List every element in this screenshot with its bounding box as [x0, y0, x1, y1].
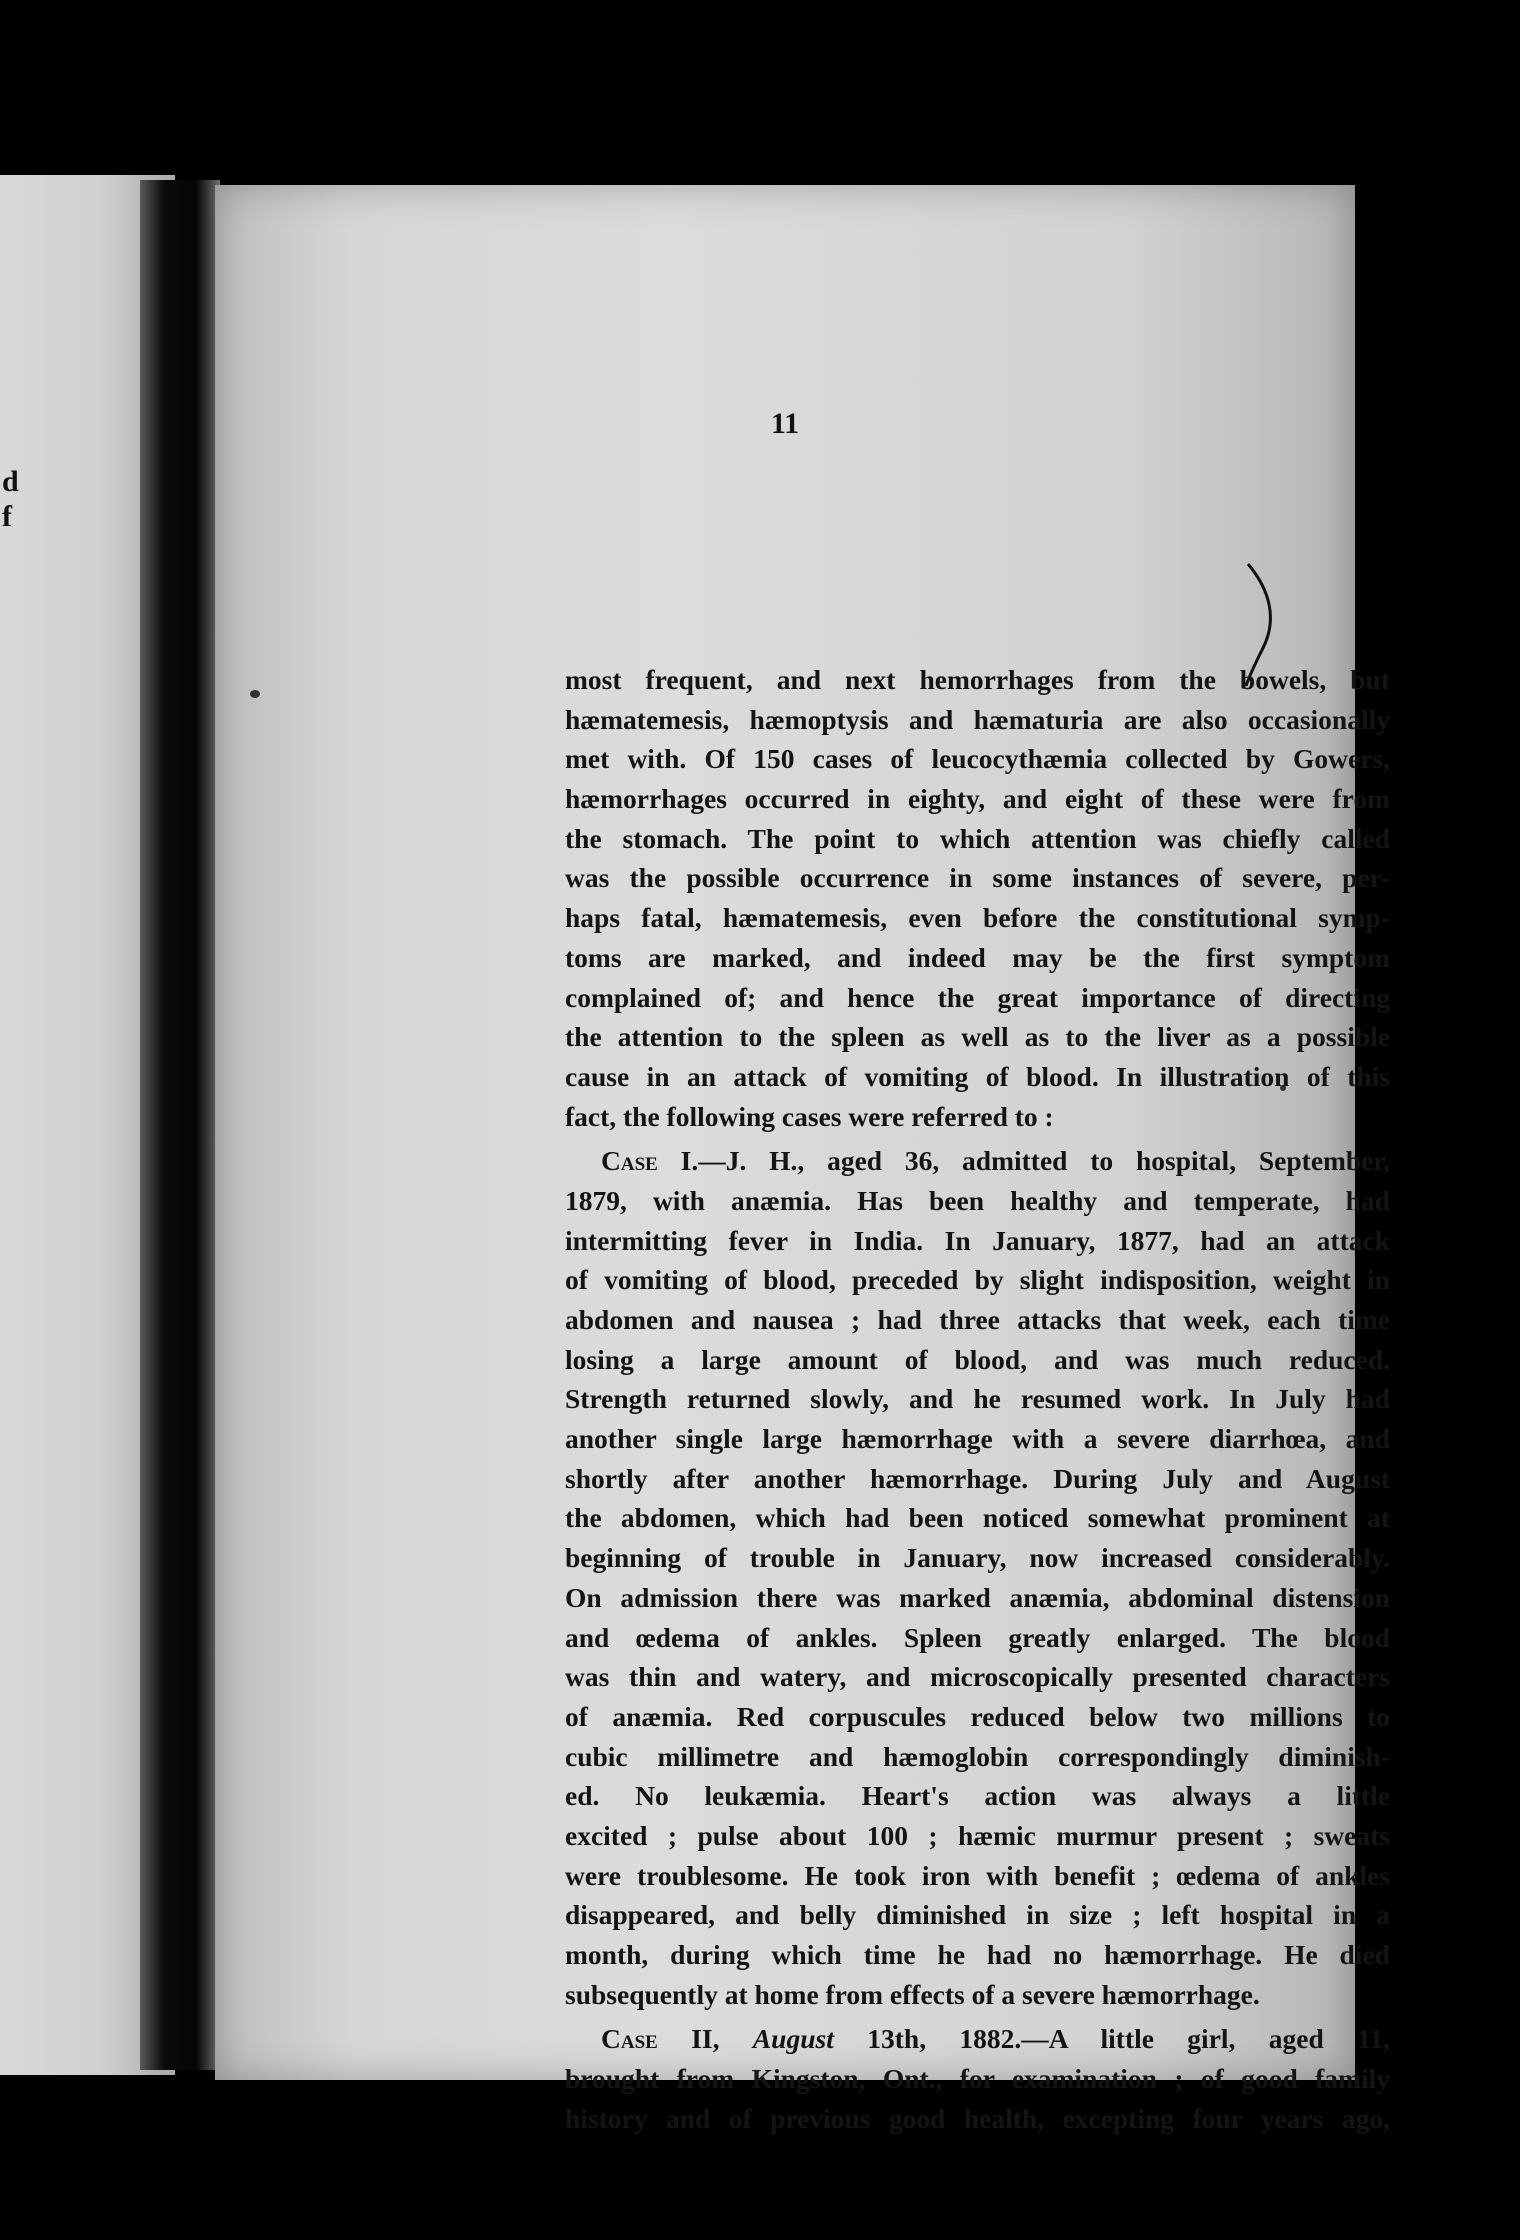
- text-line: beginning of trouble in January, now increased considerably.: [565, 1542, 1390, 1574]
- text-line: the abdomen, which had been noticed somewhat prominent at: [565, 1502, 1390, 1534]
- left-page-fragment: d: [2, 465, 19, 498]
- text-line: cubic millimetre and hæmoglobin correspondingly diminish-: [565, 1740, 1390, 1772]
- text-line: fact, the following cases were referred to :: [565, 1100, 1054, 1132]
- text-line: month, during which time he had no hæmorrhage. He died: [565, 1939, 1390, 1970]
- text-line: the stomach. The point to which attention was chiefly called: [565, 822, 1390, 854]
- text-line: subsequently at home from effects of a severe hæmorrhage.: [565, 1978, 1260, 2010]
- text-line: history and of previous good health, excepting four years ago,: [565, 2102, 1390, 2134]
- text-line: another single large hæmorrhage with a severe diarrhœa, and: [565, 1423, 1390, 1455]
- case-2-heading-text: 13th, 1882.—A little girl, aged 11,: [833, 2023, 1390, 2055]
- text-line: hæmatemesis, hæmoptysis and hæmaturia are also occasionally: [565, 703, 1390, 735]
- paragraph-case-2: [565, 2019, 1390, 2138]
- text-line: most frequent, and next hemorrhages from the bowels, but: [565, 664, 1390, 695]
- text-line: brought from Kingston, Ont., for examination ; of good family: [565, 2063, 1390, 2095]
- case-2-month: August: [752, 2023, 834, 2055]
- ink-speck: [250, 690, 260, 698]
- text-line: the attention to the spleen as well as to the liver as a possible: [565, 1021, 1390, 1053]
- case-label: Case: [601, 1145, 658, 1177]
- text-line: shortly after another hæmorrhage. During July and August: [565, 1462, 1390, 1494]
- case-2-number: II,: [657, 2023, 753, 2055]
- text-line: 1879, with anæmia. Has been healthy and temperate, had: [565, 1184, 1390, 1216]
- text-line: were troublesome. He took iron with benefit ; œdema of ankles: [565, 1859, 1390, 1891]
- case-1-heading-text: I.—J. H., aged 36, admitted to hospital, September,: [657, 1145, 1390, 1177]
- text-line: and œdema of ankles. Spleen greatly enlarged. The blood: [565, 1621, 1390, 1653]
- case-label: Case: [601, 2023, 658, 2055]
- page-number: 11: [770, 407, 800, 440]
- left-page-fragment: f: [2, 500, 12, 533]
- text-line: of vomiting of blood, preceded by slight indisposition, weight in: [565, 1264, 1390, 1296]
- text-line: of anæmia. Red corpuscules reduced below two millions to: [565, 1700, 1390, 1732]
- text-line: met with. Of 150 cases of leucocythæmia collected by Gowers,: [565, 743, 1390, 775]
- paragraph-intro: [565, 660, 1390, 1136]
- text-line: Strength returned slowly, and he resumed work. In July had: [565, 1383, 1390, 1415]
- text-line: abdomen and nausea ; had three attacks that week, each time: [565, 1304, 1390, 1335]
- book-gutter: [140, 180, 220, 2070]
- text-line: ed. No leukæmia. Heart's action was always a little: [565, 1780, 1390, 1812]
- text-line: was the possible occurrence in some instances of severe, per-: [565, 862, 1390, 894]
- text-line: disappeared, and belly diminished in size ; left hospital in a: [565, 1899, 1390, 1931]
- text-line: losing a large amount of blood, and was much reduced.: [565, 1343, 1390, 1375]
- text-line: complained of; and hence the great importance of directing: [565, 981, 1390, 1013]
- text-line: excited ; pulse about 100 ; hæmic murmur present ; sweats: [565, 1819, 1390, 1851]
- case-2-heading-line: [565, 2019, 1390, 2059]
- page: [215, 185, 1390, 2134]
- text-line: intermitting fever in India. In January, 1877, had an attack: [565, 1224, 1390, 1256]
- text-line: cause in an attack of vomiting of blood. In illustration of this: [565, 1060, 1390, 1092]
- text-line: toms are marked, and indeed may be the first symptom: [565, 941, 1390, 973]
- paragraph-case-1: [565, 1141, 1390, 2014]
- text-line: haps fatal, hæmatemesis, even before the constitutional symp-: [565, 902, 1390, 934]
- text-line: On admission there was marked anæmia, abdominal distension: [565, 1581, 1390, 1613]
- case-1-heading-line: [565, 1141, 1390, 1181]
- text-line: hæmorrhages occurred in eighty, and eight of these were from: [565, 783, 1390, 815]
- text-line: was thin and watery, and microscopically presented characters: [565, 1661, 1390, 1693]
- body-text: [565, 660, 1390, 2143]
